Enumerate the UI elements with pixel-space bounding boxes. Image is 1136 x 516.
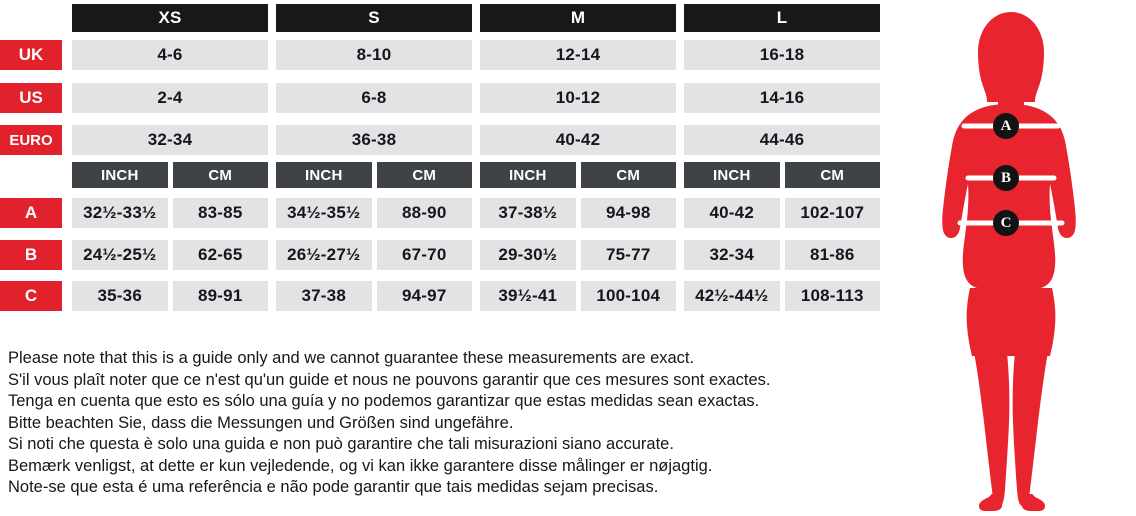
- unit-group-s: [276, 162, 472, 188]
- table-cell: 67-70: [377, 240, 473, 270]
- value-group: [276, 198, 472, 228]
- value-group: [684, 125, 880, 155]
- table-cell: 2-4: [72, 83, 268, 113]
- unit-header-cm: CM: [785, 162, 881, 188]
- table-cell: 32-34: [72, 125, 268, 155]
- table-cell: 88-90: [377, 198, 473, 228]
- table-cell: 36-38: [276, 125, 472, 155]
- table-cell: 89-91: [173, 281, 269, 311]
- value-group: [276, 240, 472, 270]
- size-header: XS: [72, 4, 268, 32]
- table-cell: 75-77: [581, 240, 677, 270]
- table-cell: 37-38½: [480, 198, 576, 228]
- row-label-us: US: [0, 83, 62, 113]
- value-group: [480, 83, 676, 113]
- table-cell: 102-107: [785, 198, 881, 228]
- row-label-uk: UK: [0, 40, 62, 70]
- note-line-da: Bemærk venligst, at dette er kun vejledende, og vi kan ikke garantere disse målinger er nøjagtig.: [8, 456, 713, 475]
- unit-header-cm: CM: [581, 162, 677, 188]
- table-row-size-headers: [0, 4, 880, 32]
- value-group: [72, 281, 268, 311]
- value-group: [276, 40, 472, 70]
- table-row: [0, 198, 880, 228]
- size-header: L: [684, 4, 880, 32]
- note-line-en: Please note that this is a guide only and we cannot guarantee these measurements are exact.: [8, 349, 695, 367]
- table-cell: 40-42: [684, 198, 780, 228]
- table-cell: 35-36: [72, 281, 168, 311]
- table-cell: 81-86: [785, 240, 881, 270]
- table-row: [0, 240, 880, 270]
- value-group: [684, 240, 880, 270]
- note-line-fr: S'il vous plaît noter que ce n'est qu'un guide et nous ne pouvons garantir que ces mesures sont exactes.: [8, 370, 771, 389]
- table-cell: 26½-27½: [276, 240, 372, 270]
- value-group: [684, 40, 880, 70]
- row-label-b: B: [0, 240, 62, 270]
- table-cell: 62-65: [173, 240, 269, 270]
- value-group: [480, 281, 676, 311]
- size-header: S: [276, 4, 472, 32]
- body-figure: [886, 0, 1126, 516]
- table-cell: 34½-35½: [276, 198, 372, 228]
- note-line-de: Bitte beachten Sie, dass die Messungen und Größen sind ungefähre.: [8, 413, 514, 432]
- value-group: [684, 281, 880, 311]
- value-group: [72, 40, 268, 70]
- value-group: [684, 198, 880, 228]
- table-cell: 42½-44½: [684, 281, 780, 311]
- table-cell: 29-30½: [480, 240, 576, 270]
- unit-header-inch: INCH: [276, 162, 372, 188]
- unit-header-inch: INCH: [684, 162, 780, 188]
- row-label-empty: [0, 162, 62, 188]
- value-group: [276, 83, 472, 113]
- table-row: [0, 281, 880, 311]
- table-cell: 32-34: [684, 240, 780, 270]
- size-group-s: [276, 4, 472, 32]
- unit-header-cm: CM: [377, 162, 473, 188]
- table-cell: 8-10: [276, 40, 472, 70]
- value-group: [72, 83, 268, 113]
- value-group: [480, 125, 676, 155]
- table-cell: 44-46: [684, 125, 880, 155]
- table-cell: 14-16: [684, 83, 880, 113]
- value-group: [72, 240, 268, 270]
- unit-group-xs: [72, 162, 268, 188]
- note-line-es: Tenga en cuenta que esto es sólo una guía y no podemos garantizar que estas medidas sean exactas.: [8, 392, 760, 410]
- unit-header-inch: INCH: [480, 162, 576, 188]
- table-cell: 40-42: [480, 125, 676, 155]
- value-group: [480, 198, 676, 228]
- table-cell: 24½-25½: [72, 240, 168, 270]
- unit-group-l: [684, 162, 880, 188]
- female-body-silhouette-icon: [886, 0, 1126, 516]
- marker-badge-c: C: [993, 210, 1019, 236]
- unit-header-inch: INCH: [72, 162, 168, 188]
- size-group-l: [684, 4, 880, 32]
- table-cell: 6-8: [276, 83, 472, 113]
- size-header: M: [480, 4, 676, 32]
- table-cell: 94-98: [581, 198, 677, 228]
- size-group-m: [480, 4, 676, 32]
- table-cell: 94-97: [377, 281, 473, 311]
- value-group: [276, 125, 472, 155]
- row-label-c: C: [0, 281, 62, 311]
- table-row: [0, 83, 880, 113]
- value-group: [480, 240, 676, 270]
- table-cell: 10-12: [480, 83, 676, 113]
- value-group: [72, 198, 268, 228]
- table-cell: 83-85: [173, 198, 269, 228]
- table-cell: 39½-41: [480, 281, 576, 311]
- table-cell: 16-18: [684, 40, 880, 70]
- row-label-a: A: [0, 198, 62, 228]
- value-group: [276, 281, 472, 311]
- table-cell: 12-14: [480, 40, 676, 70]
- unit-header-cm: CM: [173, 162, 269, 188]
- table-row: [0, 40, 880, 70]
- table-row-unit-headers: [0, 162, 880, 188]
- row-label-empty: [0, 4, 62, 32]
- value-group: [480, 40, 676, 70]
- marker-badge-a: A: [993, 113, 1019, 139]
- size-group-xs: [72, 4, 268, 32]
- note-line-pt: Note-se que esta é uma referência e não pode garantir que tais medidas sejam precisas.: [8, 478, 659, 496]
- size-chart-table: [0, 0, 880, 330]
- table-cell: 37-38: [276, 281, 372, 311]
- table-cell: 100-104: [581, 281, 677, 311]
- value-group: [684, 83, 880, 113]
- note-line-it: Si noti che questa è solo una guida e non può garantire che tali misurazioni siano accurate.: [8, 435, 674, 453]
- value-group: [72, 125, 268, 155]
- table-cell: 108-113: [785, 281, 881, 311]
- unit-group-m: [480, 162, 676, 188]
- row-label-euro: EURO: [0, 125, 62, 155]
- table-row: [0, 125, 880, 155]
- disclaimer-notes: [8, 348, 908, 499]
- table-cell: 4-6: [72, 40, 268, 70]
- marker-badge-b: B: [993, 165, 1019, 191]
- table-cell: 32½-33½: [72, 198, 168, 228]
